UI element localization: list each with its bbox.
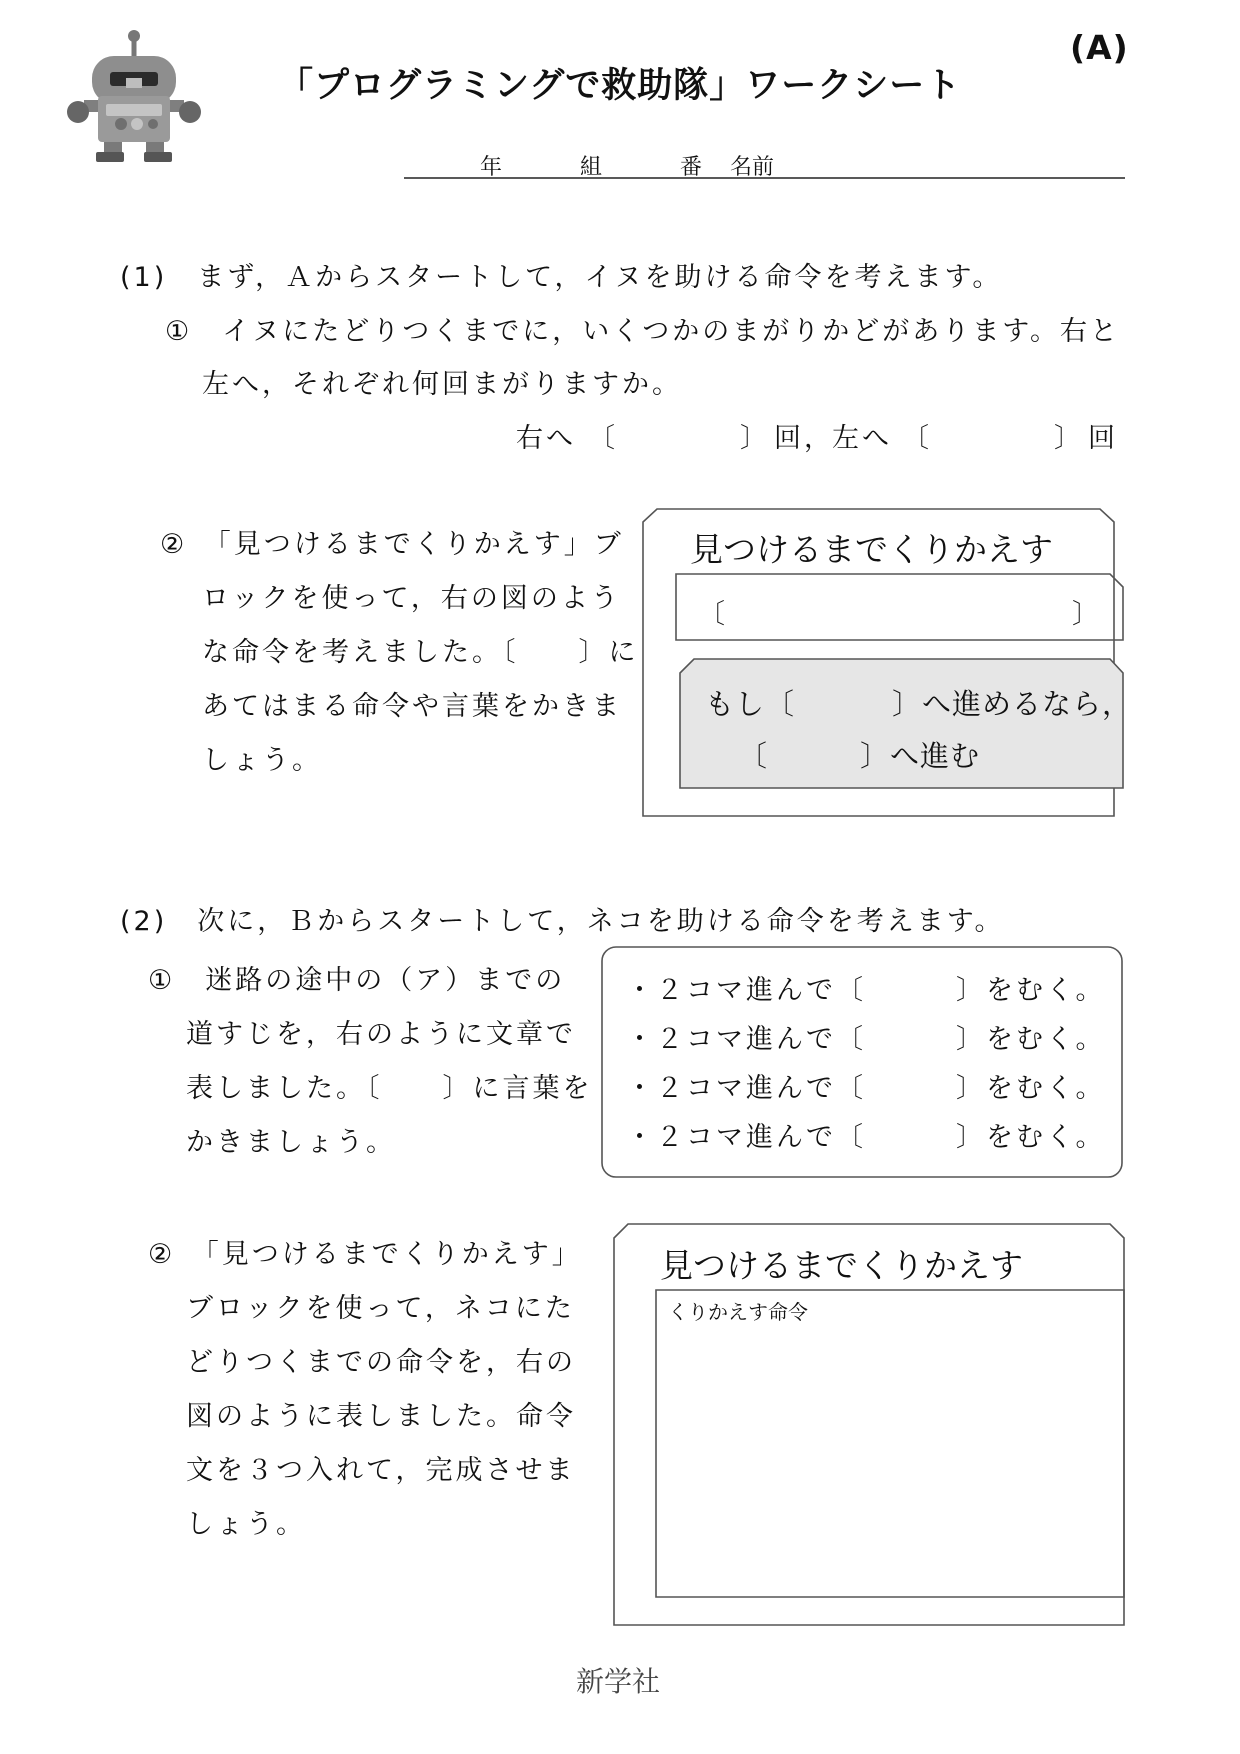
inner-slot-open-bracket: 〔 — [698, 599, 728, 630]
publisher-name: 新学社 — [576, 1665, 661, 1698]
name-line-number: 番 — [680, 155, 703, 180]
step-direction-field[interactable] — [856, 966, 956, 1000]
step-suffix: 〕をむく。 — [956, 1073, 1106, 1104]
section2-q2-line: どりつくまでの命令を，右の — [186, 1347, 576, 1378]
section1-q2-line: ロックを使って，右の図のよう — [202, 583, 621, 614]
section2-heading: (2) 次に，Ｂからスタートして，ネコを助ける命令を考えます。 — [120, 906, 1005, 937]
section2-q1-line: 表しました。〔 〕に言葉を — [186, 1073, 593, 1104]
repeat-block-title-1: 見つけるまでくりかえす — [690, 530, 1053, 569]
step-prefix: ・２コマ進んで〔 — [626, 975, 866, 1006]
step-prefix: ・２コマ進んで〔 — [626, 1073, 866, 1104]
answer-left-close-bracket: 〕 — [1054, 423, 1084, 454]
step-suffix: 〕をむく。 — [956, 975, 1106, 1006]
step-prefix: ・２コマ進んで〔 — [626, 1024, 866, 1055]
step-direction-field[interactable] — [856, 1015, 956, 1049]
if-line1-suffix: 〕へ進めるなら， — [892, 687, 1133, 721]
if-line2-suffix: 〕へ進む — [860, 739, 981, 773]
robot-logo-icon — [67, 30, 201, 162]
inner-command-field[interactable] — [730, 588, 1070, 626]
if-line1-prefix: もし〔 — [705, 687, 796, 721]
answer-right-suffix: 回， — [774, 423, 834, 454]
step-direction-field[interactable] — [856, 1064, 956, 1098]
answer-left-field[interactable] — [934, 414, 1054, 448]
section1-heading: (1) まず，Ａからスタートして，イヌを助ける命令を考えます。 — [120, 262, 1003, 293]
name-line-year: 年 — [480, 155, 503, 180]
step-suffix: 〕をむく。 — [956, 1024, 1106, 1055]
section1-q1-line2: 左へ，それぞれ何回まがりますか。 — [202, 369, 682, 400]
name-line-name: 名前 — [730, 155, 775, 180]
answer-left-prefix: 左へ — [832, 423, 892, 454]
section2-q2-line: しょう。 — [186, 1509, 306, 1540]
inner-slot-close-bracket: 〕 — [1072, 599, 1102, 630]
step-prefix: ・２コマ進んで〔 — [626, 1122, 866, 1153]
answer-left-open-bracket: 〔 — [902, 423, 932, 454]
step-suffix: 〕をむく。 — [956, 1122, 1106, 1153]
version-label: (A) — [1070, 28, 1129, 67]
section2-q2-line: 図のように表しました。命令 — [186, 1401, 576, 1432]
step-direction-field[interactable] — [856, 1113, 956, 1147]
if-direction-field-1[interactable] — [800, 680, 892, 716]
repeat-block-title-2: 見つけるまでくりかえす — [660, 1246, 1023, 1285]
section2-q1-line: 道すじを，右のように文章で — [186, 1019, 576, 1050]
section1-q1-line1: ① イヌにたどりつくまでに，いくつかのまがりかどがあります。右と — [165, 316, 1121, 347]
section2-q1-line: ① 迷路の途中の（ア）までの — [148, 965, 566, 996]
answer-right-field[interactable] — [620, 414, 740, 448]
section1-q2-line: あてはまる命令や言葉をかきま — [202, 691, 622, 722]
if-direction-field-2[interactable] — [772, 732, 860, 768]
section1-q2-line: な命令を考えました。〔 〕に — [202, 637, 639, 668]
section1-q2-line: ② 「見つけるまでくりかえす」ブ — [160, 529, 624, 560]
section2-q2-line: ② 「見つけるまでくりかえす」 — [148, 1239, 582, 1270]
answer-left-suffix: 回 — [1088, 423, 1118, 454]
answer-right-prefix: 右へ — [516, 423, 576, 454]
repeat-commands-label: くりかえす命令 — [668, 1300, 808, 1324]
if-line2-prefix: 〔 — [738, 739, 769, 773]
worksheet-title: 「プログラミングで救助隊」ワークシート — [278, 66, 962, 106]
name-line-class: 組 — [580, 155, 603, 180]
repeat-commands-field[interactable] — [660, 1326, 1120, 1592]
section2-q1-line: かきましょう。 — [186, 1127, 396, 1158]
section2-q2-line: 文を３つ入れて，完成させま — [186, 1455, 576, 1486]
answer-right-close-bracket: 〕 — [740, 423, 770, 454]
section2-q2-line: ブロックを使って，ネコにた — [186, 1293, 575, 1324]
section1-q2-line: しょう。 — [202, 745, 322, 776]
answer-right-open-bracket: 〔 — [588, 423, 618, 454]
